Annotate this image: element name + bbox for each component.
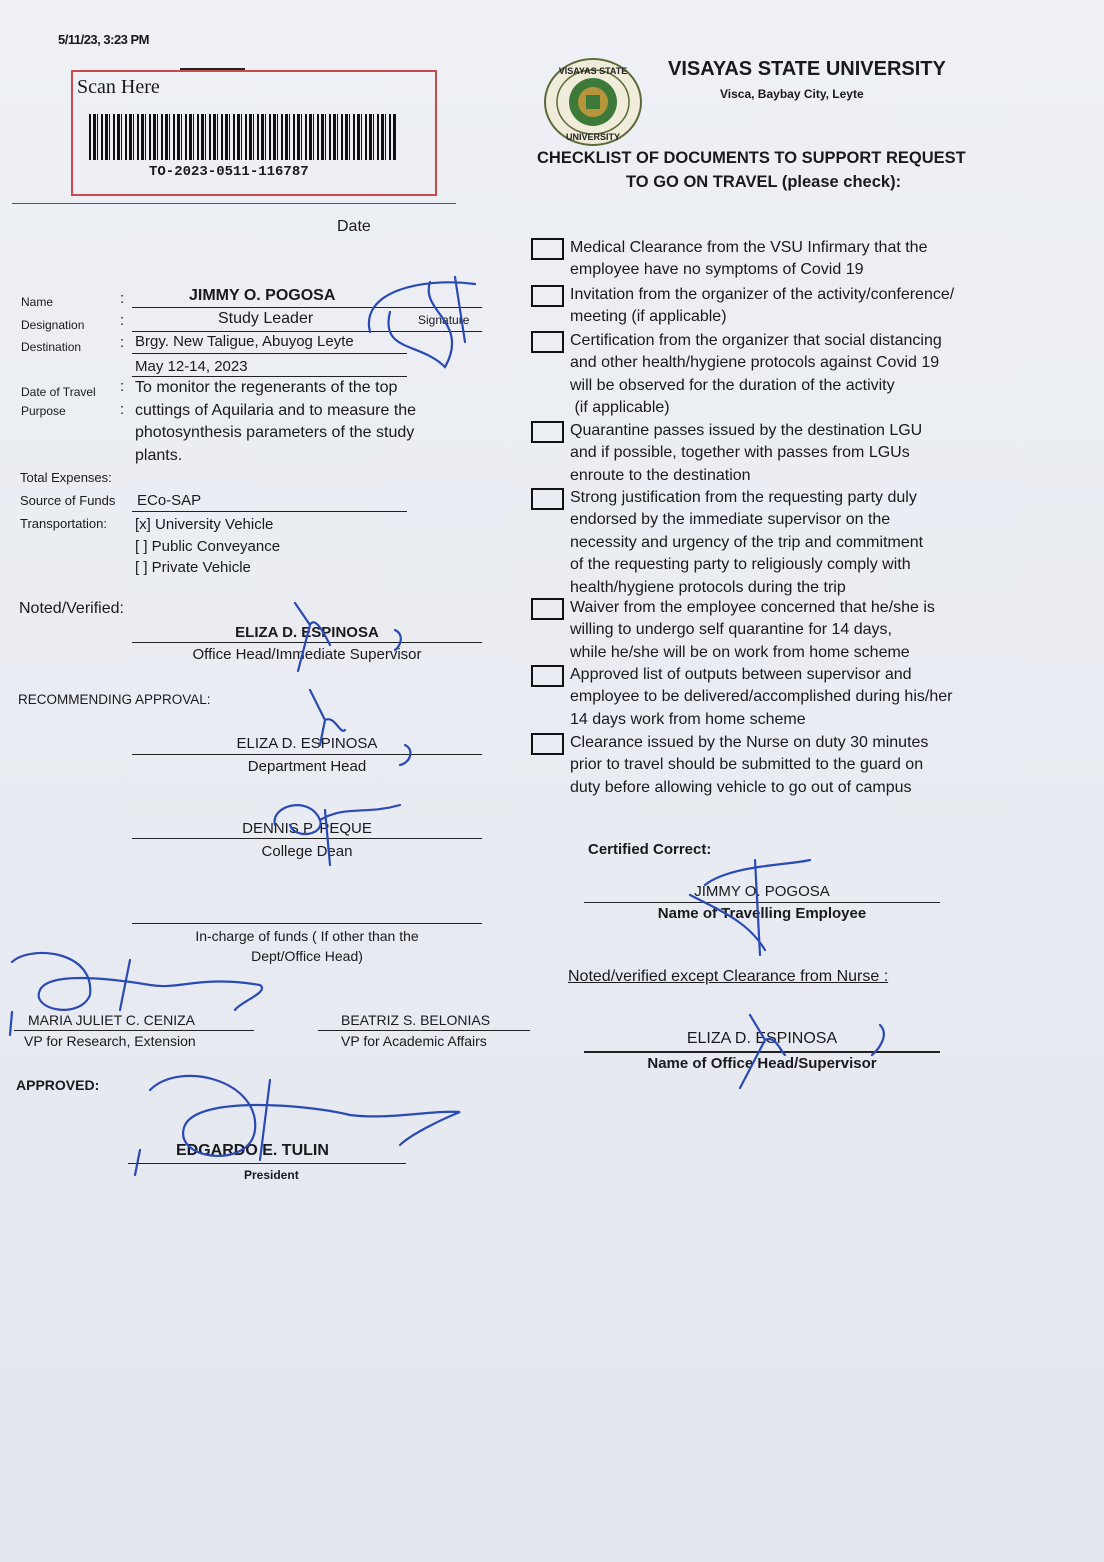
checklist-item-justification xyxy=(570,487,923,599)
date-label: Date xyxy=(337,218,371,235)
dept-head-name: ELIZA D. ESPINOSA xyxy=(236,735,378,752)
checklist-checkbox-quarantine-passes[interactable] xyxy=(531,421,564,443)
dept-head-title: Department Head xyxy=(247,758,367,775)
checklist-item-approved-outputs xyxy=(570,664,952,731)
checklist-item-certification xyxy=(570,330,942,420)
checklist-line: will be observed for the duration of the activity xyxy=(570,376,895,394)
noted-verified-label: Noted/Verified: xyxy=(19,600,124,617)
president-line xyxy=(128,1163,406,1164)
noted-title: Office Head/Immediate Supervisor xyxy=(192,646,422,663)
university-address: Visca, Baybay City, Leyte xyxy=(720,87,864,101)
purpose-colon-1: : xyxy=(120,378,125,395)
checklist-line: willing to undergo self quarantine for 14 days, xyxy=(570,621,892,639)
checklist-line: health/hygiene protocols during the trip xyxy=(570,578,846,596)
purpose-text xyxy=(135,377,416,467)
timestamp: 5/11/23, 3:23 PM xyxy=(58,32,150,47)
university-seal-icon xyxy=(541,56,645,148)
transport-options xyxy=(135,514,280,579)
funds-title-line1: In-charge of funds ( If other than the xyxy=(195,928,419,944)
checklist-item-invitation xyxy=(570,284,954,329)
transport-option-public-conveyance[interactable]: [ ] Public Conveyance xyxy=(135,537,281,555)
date-line xyxy=(12,203,456,204)
president-name: EDGARDO E. TULIN xyxy=(176,1142,329,1159)
checklist-line: employee have no symptoms of Covid 19 xyxy=(570,261,864,279)
noted-name: ELIZA D. ESPINOSA xyxy=(235,624,379,641)
checklist-checkbox-medical-clearance[interactable] xyxy=(531,238,564,260)
name-label: Name xyxy=(21,295,54,309)
checklist-line: and if possible, together with passes from LGUs xyxy=(570,444,910,462)
checklist-line: Clearance issued by the Nurse on duty 30 minutes xyxy=(570,734,929,751)
checklist-line: Strong justification from the requesting party duly xyxy=(570,489,917,506)
employee-title: Name of Travelling Employee xyxy=(657,905,867,922)
seal-text-bottom: UNIVERSITY xyxy=(565,132,621,142)
seal-text-top: VISAYAS STATE xyxy=(558,66,628,76)
checklist-line: Quarantine passes issued by the destination LGU xyxy=(570,422,923,439)
total-expenses-label: Total Expenses: xyxy=(20,470,112,485)
transportation-label: Transportation: xyxy=(20,516,107,531)
funds-title-line2: Dept/Office Head) xyxy=(251,948,363,964)
checklist-line: 14 days work from home scheme xyxy=(570,710,806,728)
supervisor-line xyxy=(584,1051,940,1053)
scan-box[interactable] xyxy=(71,70,437,196)
president-title: President xyxy=(244,1168,299,1182)
barcode xyxy=(89,114,397,160)
checklist-item-nurse-clearance xyxy=(570,732,928,799)
checklist-checkbox-certification[interactable] xyxy=(531,331,564,353)
checklist-line: Certification from the organizer that social distancing xyxy=(570,332,942,349)
dean-title: College Dean xyxy=(261,843,353,860)
source-of-funds-label: Source of Funds xyxy=(20,493,116,508)
recommending-approval-label: RECOMMENDING APPROVAL: xyxy=(18,692,211,707)
checklist-line: necessity and urgency of the trip and commitment xyxy=(570,533,924,551)
source-line xyxy=(132,511,407,512)
transport-option-university-vehicle[interactable]: [x] University Vehicle xyxy=(135,516,274,533)
checklist-title-line1: CHECKLIST OF DOCUMENTS TO SUPPORT REQUEST xyxy=(537,149,966,167)
checklist-item-quarantine-passes xyxy=(570,420,922,487)
vp-research-line xyxy=(14,1030,254,1031)
date-of-travel-value: May 12-14, 2023 xyxy=(135,358,248,375)
source-of-funds-value: ECo-SAP xyxy=(137,492,202,509)
checklist-line: Invitation from the organizer of the activity/conference/ xyxy=(570,286,955,303)
vp-research-title: VP for Research, Extension xyxy=(24,1033,196,1049)
vp-research-name: MARIA JULIET C. CENIZA xyxy=(28,1012,195,1028)
funds-line xyxy=(132,923,482,924)
designation-label: Designation xyxy=(21,318,85,332)
destination-line xyxy=(132,353,407,354)
checklist-title-line2: TO GO ON TRAVEL (please check): xyxy=(626,173,902,191)
destination-value: Brgy. New Taligue, Abuyog Leyte xyxy=(135,333,354,350)
designation-value: Study Leader xyxy=(218,310,314,327)
destination-colon: : xyxy=(120,334,125,351)
signature-pogosa-icon xyxy=(360,272,500,382)
checklist-line: enroute to the destination xyxy=(570,466,751,484)
approved-label: APPROVED: xyxy=(16,1077,100,1093)
checklist-line: of the requesting party to religiously comply with xyxy=(570,556,911,574)
purpose-label: Purpose xyxy=(21,404,66,418)
name-value: JIMMY O. POGOSA xyxy=(189,287,336,304)
checklist-line: prior to travel should be submitted to the guard on xyxy=(570,756,924,774)
supervisor-title: Name of Office Head/Supervisor xyxy=(647,1055,877,1072)
checklist-checkbox-nurse-clearance[interactable] xyxy=(531,733,564,755)
checklist-line: duty before allowing vehicle to go out of campus xyxy=(570,778,912,796)
name-colon: : xyxy=(120,290,125,307)
checklist-line: Waiver from the employee concerned that he/she is xyxy=(570,599,935,616)
purpose-colon-2: : xyxy=(120,401,125,418)
checklist-item-waiver xyxy=(570,597,935,664)
noted-except-label: Noted/verified except Clearance from Nurse : xyxy=(568,968,889,985)
checklist-line: Approved list of outputs between supervisor and xyxy=(570,666,912,683)
scan-mark xyxy=(180,68,245,70)
certified-correct-label: Certified Correct: xyxy=(588,841,712,858)
supervisor-name: ELIZA D. ESPINOSA xyxy=(686,1030,838,1047)
signature-label: Signature xyxy=(418,313,470,327)
checklist-checkbox-justification[interactable] xyxy=(531,488,564,510)
purpose-line: photosynthesis parameters of the study xyxy=(135,424,415,441)
checklist-line: employee to be delivered/accomplished during his/her xyxy=(570,688,953,706)
checklist-item-medical-clearance xyxy=(570,237,927,282)
designation-line xyxy=(132,331,482,332)
date-of-travel-label: Date of Travel xyxy=(21,385,96,399)
employee-name: JIMMY O. POGOSA xyxy=(694,883,830,900)
checklist-checkbox-waiver[interactable] xyxy=(531,598,564,620)
dean-name: DENNIS P. PEQUE xyxy=(242,820,372,837)
purpose-line: To monitor the regenerants of the top xyxy=(135,379,398,396)
destination-label: Destination xyxy=(21,340,82,354)
checklist-line: while he/she will be on work from home scheme xyxy=(570,643,910,661)
scan-label: Scan Here xyxy=(77,76,160,98)
designation-colon: : xyxy=(120,312,125,329)
checklist-line: Medical Clearance from the VSU Infirmary that the xyxy=(570,239,928,256)
purpose-line: plants. xyxy=(135,446,183,464)
checklist-line: endorsed by the immediate supervisor on the xyxy=(570,511,891,529)
university-name: VISAYAS STATE UNIVERSITY xyxy=(668,58,946,80)
vp-academic-line xyxy=(318,1030,530,1031)
checklist-checkbox-invitation[interactable] xyxy=(531,285,564,307)
noted-line xyxy=(132,642,482,643)
checklist-line: (if applicable) xyxy=(570,399,670,417)
transport-option-private-vehicle[interactable]: [ ] Private Vehicle xyxy=(135,559,251,576)
name-line xyxy=(132,307,482,308)
signature-espinosa-supervisor-icon xyxy=(700,1010,900,1090)
checklist-checkbox-approved-outputs[interactable] xyxy=(531,665,564,687)
vp-academic-title: VP for Academic Affairs xyxy=(341,1033,487,1049)
dean-line xyxy=(132,838,482,839)
barcode-number: TO-2023-0511-116787 xyxy=(149,164,309,180)
checklist-line: and other health/hygiene protocols against Covid 19 xyxy=(570,354,940,372)
purpose-line: cuttings of Aquilaria and to measure the xyxy=(135,401,417,419)
dept-head-line xyxy=(132,754,482,755)
vp-academic-name: BEATRIZ S. BELONIAS xyxy=(341,1012,491,1028)
employee-line xyxy=(584,902,940,903)
checklist-line: meeting (if applicable) xyxy=(570,308,727,326)
